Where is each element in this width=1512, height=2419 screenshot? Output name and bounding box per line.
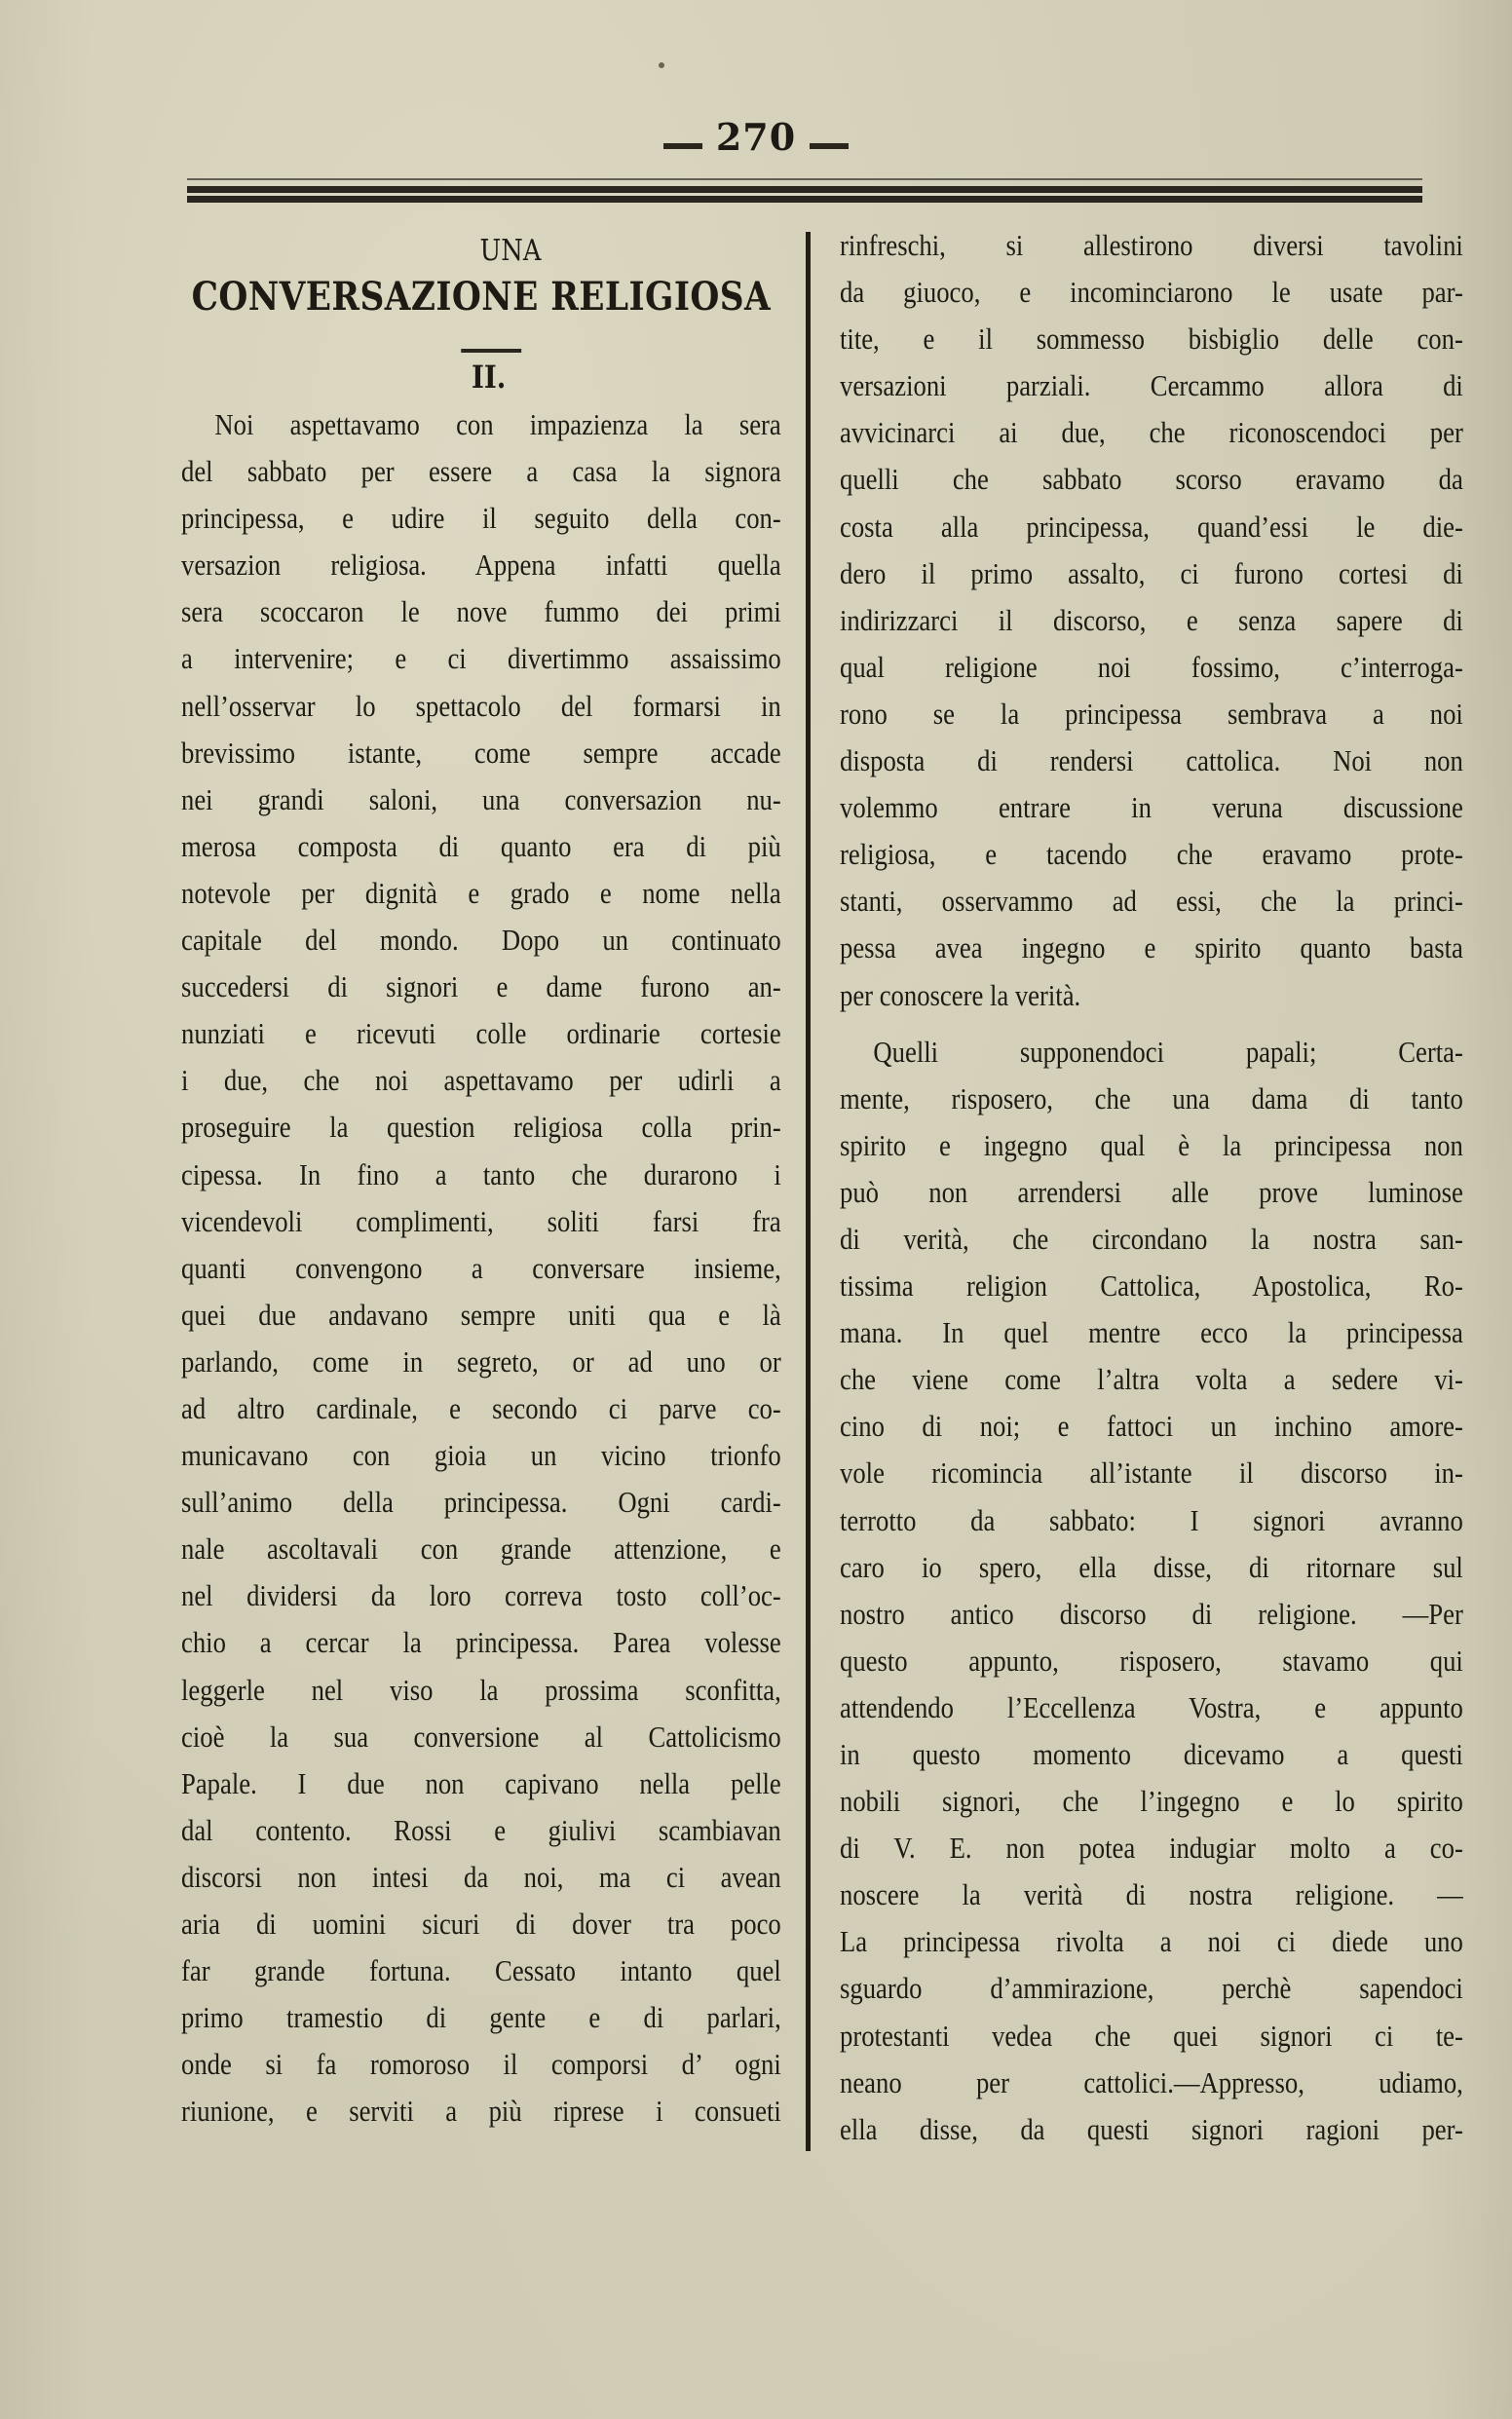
right-paragraph-1 bbox=[840, 222, 1463, 1019]
text-line: versazion religiosa. Appena infatti quella bbox=[181, 548, 781, 583]
text-line: nale ascoltavali con grande attenzione, e bbox=[181, 1531, 781, 1567]
title-rule bbox=[461, 349, 521, 353]
text-line: volemmo entrare in veruna discussione bbox=[840, 790, 1463, 825]
text-line: protestanti vedea che quei signori ci te- bbox=[840, 2018, 1463, 2053]
text-line: riunione, e serviti a più riprese i consueti bbox=[181, 2094, 781, 2129]
text-line: nei grandi saloni, una conversazion nu- bbox=[181, 781, 781, 816]
text-line: attendendo l’Eccellenza Vostra, e appunto bbox=[840, 1689, 1463, 1724]
text-line: quei due andavano sempre uniti qua e là bbox=[181, 1297, 781, 1332]
text-line: che viene come l’altra volta a sedere vi- bbox=[840, 1362, 1463, 1397]
left-column bbox=[181, 222, 781, 2135]
text-line: succedersi di signori e dame furono an- bbox=[181, 969, 781, 1004]
text-line: nel dividersi da loro correva tosto coll’oc- bbox=[181, 1578, 781, 1613]
text-line: rono se la principessa sembrava a noi bbox=[840, 696, 1463, 731]
text-line: avvicinarci ai due, che riconoscendoci per bbox=[840, 415, 1463, 450]
text-line: Noi aspettavamo con impazienza la sera bbox=[214, 407, 781, 441]
text-line: quelli che sabbato scorso eravamo da bbox=[840, 462, 1463, 497]
text-line: i due, che noi aspettavamo per udirli a bbox=[181, 1063, 781, 1098]
text-line: aria di uomini sicuri di dover tra poco bbox=[181, 1907, 781, 1941]
text-line: nunziati e ricevuti colle ordinarie cortesie bbox=[181, 1016, 781, 1051]
header-rule-thick bbox=[187, 186, 1422, 193]
text-line: vicendevoli complimenti, soliti farsi fra bbox=[181, 1203, 781, 1238]
text-line: La principessa rivolta a noi ci diede uno bbox=[840, 1924, 1463, 1959]
text-line: vole ricomincia all’istante il discorso in- bbox=[840, 1455, 1463, 1491]
page-number-dash-right bbox=[810, 143, 849, 149]
left-column-text bbox=[181, 401, 781, 2135]
right-paragraph-2 bbox=[840, 1029, 1463, 2153]
text-line: principessa, e udire il seguito della con- bbox=[181, 501, 781, 536]
text-line: quanti convengono a conversare insieme, bbox=[181, 1250, 781, 1285]
text-line: religiosa, e tacendo che eravamo prote- bbox=[840, 837, 1463, 872]
text-line: brevissimo istante, come sempre accade bbox=[181, 735, 781, 770]
text-line: capitale del mondo. Dopo un continuato bbox=[181, 923, 781, 958]
text-line: tissima religion Cattolica, Apostolica, Ro- bbox=[840, 1268, 1463, 1304]
text-line: parlando, come in segreto, or ad uno or bbox=[181, 1343, 781, 1379]
text-line: per conoscere la verità. bbox=[840, 977, 1081, 1012]
text-line: cipessa. In fino a tanto che durarono i bbox=[181, 1156, 781, 1191]
column-divider bbox=[806, 232, 811, 2151]
text-line: sguardo d’ammirazione, perchè sapendoci bbox=[840, 1971, 1463, 2006]
text-line: disposta di rendersi cattolica. Noi non bbox=[840, 743, 1463, 778]
text-line: questo appunto, risposero, stavamo qui bbox=[840, 1643, 1463, 1678]
text-line: noscere la verità di nostra religione. — bbox=[840, 1877, 1463, 1912]
text-line: in questo momento dicevamo a questi bbox=[840, 1737, 1463, 1771]
page-number: 270 bbox=[715, 115, 797, 159]
text-line: discorsi non intesi da noi, ma ci avean bbox=[181, 1859, 781, 1894]
header-rule bbox=[187, 178, 1422, 203]
text-line: di V. E. non potea indugiar molto a co- bbox=[840, 1831, 1463, 1866]
text-line: onde si fa romoroso il comporsi d’ ogni bbox=[181, 2047, 781, 2082]
text-line: da giuoco, e incominciarono le usate par- bbox=[840, 275, 1463, 310]
text-line: leggerle nel viso la prossima sconfitta, bbox=[181, 1672, 781, 1707]
text-line: neano per cattolici.—Appresso, udiamo, bbox=[840, 2064, 1463, 2099]
ink-speck bbox=[659, 62, 664, 68]
text-line: costa alla principessa, quand’essi le die- bbox=[840, 509, 1463, 544]
text-line: qual religione noi fossimo, c’interroga- bbox=[840, 649, 1463, 684]
text-line: mente, risposero, che una dama di tanto bbox=[840, 1080, 1463, 1115]
article-title: CONVERSAZIONE RELIGIOSA bbox=[191, 274, 772, 320]
text-line: versazioni parziali. Cercammo allora di bbox=[840, 368, 1463, 403]
text-line: indirizzarci il discorso, e senza sapere di bbox=[840, 602, 1463, 637]
text-line: del sabbato per essere a casa la signora bbox=[181, 454, 781, 489]
text-line: nostro antico discorso di religione. —Per bbox=[840, 1596, 1463, 1631]
text-line: sull’animo della principessa. Ogni cardi- bbox=[181, 1485, 781, 1520]
text-line: ad altro cardinale, e secondo ci parve co- bbox=[181, 1390, 781, 1425]
text-line: nell’osservar lo spettacolo del formarsi in bbox=[181, 688, 781, 723]
text-line: terrotto da sabbato: I signori avranno bbox=[840, 1502, 1463, 1537]
text-line: Papale. I due non capivano nella pelle bbox=[181, 1765, 781, 1800]
header-rule-thick-lower bbox=[187, 196, 1422, 203]
text-line: primo tramestio di gente e di parlari, bbox=[181, 2000, 781, 2035]
text-line: dal contento. Rossi e giulivi scambiavan bbox=[181, 1812, 781, 1847]
text-line: proseguire la question religiosa colla prin- bbox=[181, 1110, 781, 1145]
text-line: municavano con gioia un vicino trionfo bbox=[181, 1438, 781, 1473]
header-rule-thin bbox=[187, 178, 1422, 180]
right-column bbox=[840, 222, 1463, 2153]
text-line: rinfreschi, si allestirono diversi tavolini bbox=[840, 228, 1463, 262]
text-line: chio a cercar la principessa. Parea volesse bbox=[181, 1625, 781, 1660]
text-line: mana. In quel mentre ecco la principessa bbox=[840, 1315, 1463, 1350]
text-line: tite, e il sommesso bisbiglio delle con- bbox=[840, 321, 1463, 357]
text-line: sera scoccaron le nove fummo dei primi bbox=[181, 594, 781, 629]
text-line: pessa avea ingegno e spirito quanto basta bbox=[840, 930, 1463, 965]
text-line: dero il primo assalto, ci furono cortesi di bbox=[840, 555, 1463, 590]
text-line: notevole per dignità e grado e nome nella bbox=[181, 875, 781, 910]
page-header bbox=[0, 115, 1512, 159]
text-line: a intervenire; e ci divertimmo assaissimo bbox=[181, 641, 781, 676]
text-line: merosa composta di quanto era di più bbox=[181, 828, 781, 863]
text-line: può non arrendersi alle prove luminose bbox=[840, 1174, 1463, 1209]
text-line: spirito e ingegno qual è la principessa non bbox=[840, 1127, 1463, 1162]
text-line: Quelli supponendoci papali; Certa- bbox=[873, 1034, 1463, 1069]
text-line: di verità, che circondano la nostra san- bbox=[840, 1221, 1463, 1256]
section-number: II. bbox=[471, 359, 507, 396]
article-kicker: UNA bbox=[479, 234, 542, 268]
text-line: ella disse, da questi signori ragioni per- bbox=[840, 2111, 1463, 2146]
page-number-dash-left bbox=[663, 143, 702, 149]
text-line: stanti, osservammo ad essi, che la princi- bbox=[840, 884, 1463, 919]
text-line: far grande fortuna. Cessato intanto quel bbox=[181, 1953, 781, 1988]
text-line: caro io spero, ella disse, di ritornare sul bbox=[840, 1549, 1463, 1584]
text-line: cino di noi; e fattoci un inchino amore- bbox=[840, 1409, 1463, 1444]
text-line: nobili signori, che l’ingegno e lo spirito bbox=[840, 1784, 1463, 1819]
text-line: cioè la sua conversione al Cattolicismo bbox=[181, 1719, 781, 1754]
